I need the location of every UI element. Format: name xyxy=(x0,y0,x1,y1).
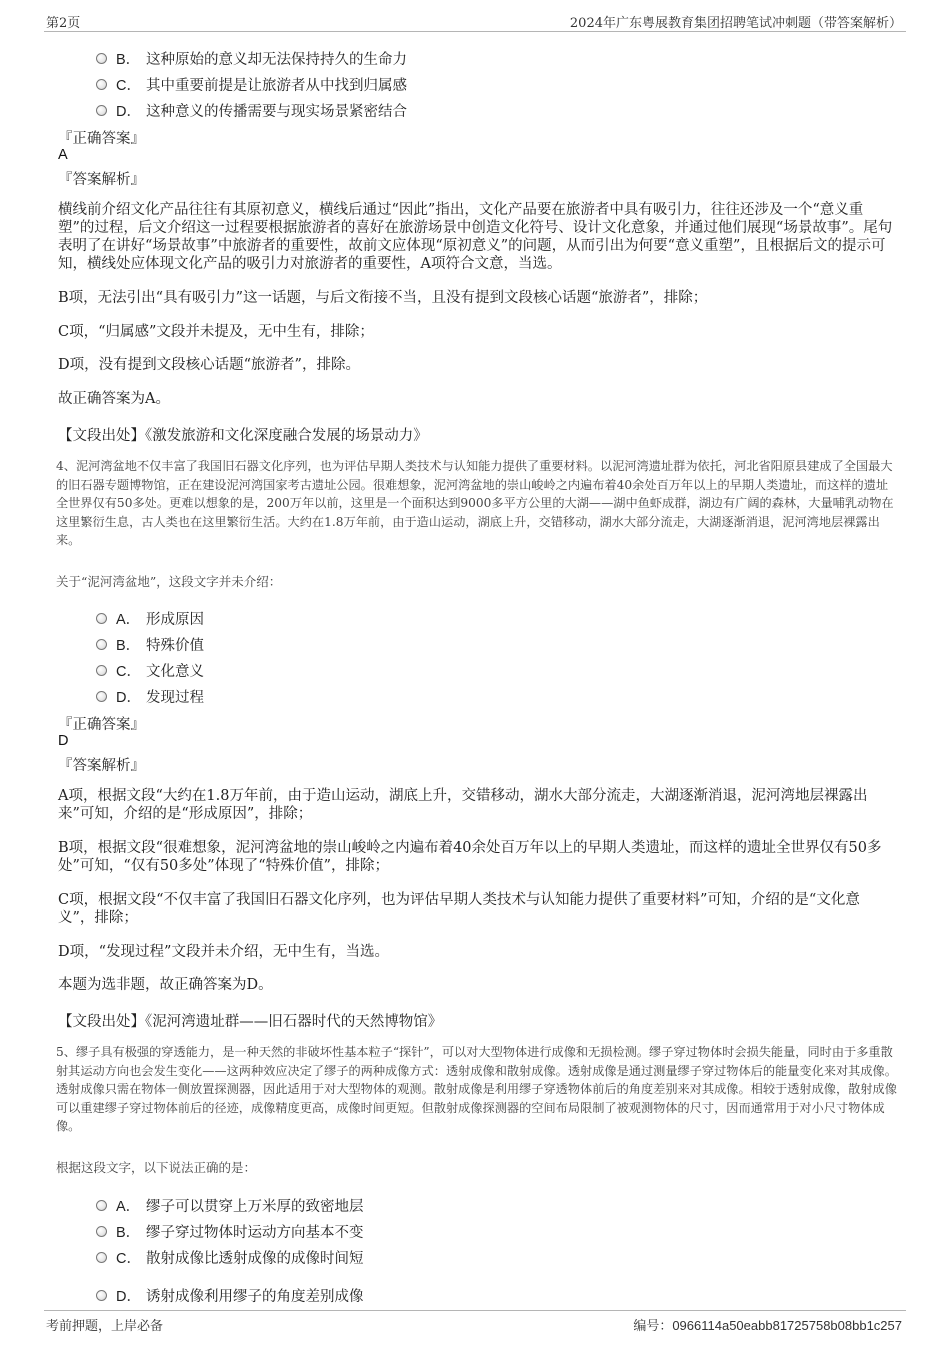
radio-icon[interactable] xyxy=(96,105,107,116)
radio-icon[interactable] xyxy=(96,1226,107,1237)
page-number: 第2页 xyxy=(46,16,81,31)
q3-analysis-main: 横线前介绍文化产品往往有其原初意义，横线后通过“因此”指出，文化产品要在旅游者中具有吸引力，往往还涉及一个“意义重塑”的过程，后文介绍这一过程要根据旅游者的喜好在旅游场景中创造文化符号、设计文化意象，并通过他们展现“场景故事”。尾句表明了在讲好“场景故事”中旅游者的重要性，故前文应体现“原初意义”的问题，从而引出为何要“意义重塑”，且根据后文的提示可知，横线处应体现文化产品的吸引力对旅游者的重要性，A项符合文意，当选。 xyxy=(58,202,893,272)
q4-analysis-d: D项，“发现过程”文段并未介绍，无中生有，当选。 xyxy=(58,944,389,960)
document-code: 编号：0966114a50eabb81725758b08bb1c257 xyxy=(633,1318,902,1333)
q5-prompt: 根据这段文字，以下说法正确的是： xyxy=(56,1160,257,1175)
q4-source: 【文段出处】《泥河湾遗址群——旧石器时代的天然博物馆》 xyxy=(58,1014,443,1030)
page-footer xyxy=(44,1310,906,1334)
q4-answer: D xyxy=(58,733,69,749)
radio-icon[interactable] xyxy=(96,691,107,702)
q3-conclusion: 故正确答案为A。 xyxy=(58,391,170,407)
q4-prompt: 关于“泥河湾盆地”，这段文字并未介绍： xyxy=(56,574,282,589)
radio-icon[interactable] xyxy=(96,1200,107,1211)
q4-analysis-c: C项，根据文段“不仅丰富了我国旧石器文化序列，也为评估早期人类技术与认知能力提供了重要材料”可知，介绍的是“文化意义”，排除； xyxy=(58,892,860,926)
q4-analysis-a: A项，根据文段“大约在1.8万年前，由于造山运动，湖底上升，交错移动，湖水大部分流走，大湖逐渐消退，泥河湾地层裸露出来”可知，介绍的是“形成原因”，排除； xyxy=(58,788,868,822)
q3-answer: A xyxy=(58,147,68,163)
document-title: 2024年广东粤展教育集团招聘笔试冲刺题（带答案解析） xyxy=(569,16,902,31)
q5-stem: 5、缪子具有极强的穿透能力，是一种天然的非破坏性基本粒子“探针”，可以对大型物体进行成像和无损检测。缪子穿过物体时会损失能量，同时由于多重散射其运动方向也会发生变化——这两种效应决定了缪子的两种成像方式：透射成像和散射成像。透射成像是通过测量缪子穿过物体后的能量变化来对其成像。透射成像只需在物体一侧放置探测器，因此适用于对大型物体的观测。散射成像是利用缪子穿透物体前后的角度差别来对其成像。相较于透射成像，散射成像可以重建缪子穿过物体前后的径迹，成像精度更高，成像时间更短。但散射成像探测器的空间布局限制了被观测物体的尺寸，因而通常用于对小尺寸物体成像。 xyxy=(56,1045,897,1133)
q3-analysis-b: B项，无法引出“具有吸引力”这一话题，与后文衔接不当，且没有提到文段核心话题“旅游者”，排除； xyxy=(58,290,708,306)
radio-icon[interactable] xyxy=(96,1290,107,1301)
radio-icon[interactable] xyxy=(96,613,107,624)
q4-answer-label: 『正确答案』 xyxy=(58,717,145,733)
q3-analysis-c: C项，“归属感”文段并未提及，无中生有，排除； xyxy=(58,324,374,340)
radio-icon[interactable] xyxy=(96,639,107,650)
page-header xyxy=(44,10,906,32)
q3-source: 【文段出处】《激发旅游和文化深度融合发展的场景动力》 xyxy=(58,428,428,444)
radio-icon[interactable] xyxy=(96,53,107,64)
q4-analysis-label: 『答案解析』 xyxy=(58,758,145,774)
q4-analysis-b: B项，根据文段“很难想象，泥河湾盆地的崇山峻岭之内遍布着40余处百万年以上的早期人类遗址，而这样的遗址全世界仅有50多处”可知，“仅有50多处”体现了“特殊价值”，排除； xyxy=(58,840,882,874)
q4-stem: 4、泥河湾盆地不仅丰富了我国旧石器文化序列，也为评估早期人类技术与认知能力提供了重要材料。以泥河湾遗址群为依托，河北省阳原县建成了全国最大的旧石器专题博物馆，正在建设泥河湾国家考古遗址公园。很难想象，泥河湾盆地的崇山峻岭之内遍布着40余处百万年以上的早期人类遗址，而这样的遗址全世界仅有50多处。更难以想象的是，200万年以前，这里是一个面积达到9000多平方公里的大湖——湖中鱼虾成群，湖边有广阔的森林，大量哺乳动物在这里繁衍生息，古人类也在这里繁衍生活。大约在1.8万年前，由于造山运动，湖底上升，交错移动，湖水大部分流走，大湖逐渐消退，泥河湾地层裸露出来。 xyxy=(56,459,894,547)
radio-icon[interactable] xyxy=(96,1252,107,1263)
q3-analysis-label: 『答案解析』 xyxy=(58,172,145,188)
q3-answer-label: 『正确答案』 xyxy=(58,131,145,147)
radio-icon[interactable] xyxy=(96,79,107,90)
footer-slogan: 考前押题，上岸必备 xyxy=(46,1319,164,1334)
radio-icon[interactable] xyxy=(96,665,107,676)
q3-analysis-d: D项，没有提到文段核心话题“旅游者”，排除。 xyxy=(58,357,360,373)
q4-conclusion: 本题为选非题，故正确答案为D。 xyxy=(58,977,273,993)
